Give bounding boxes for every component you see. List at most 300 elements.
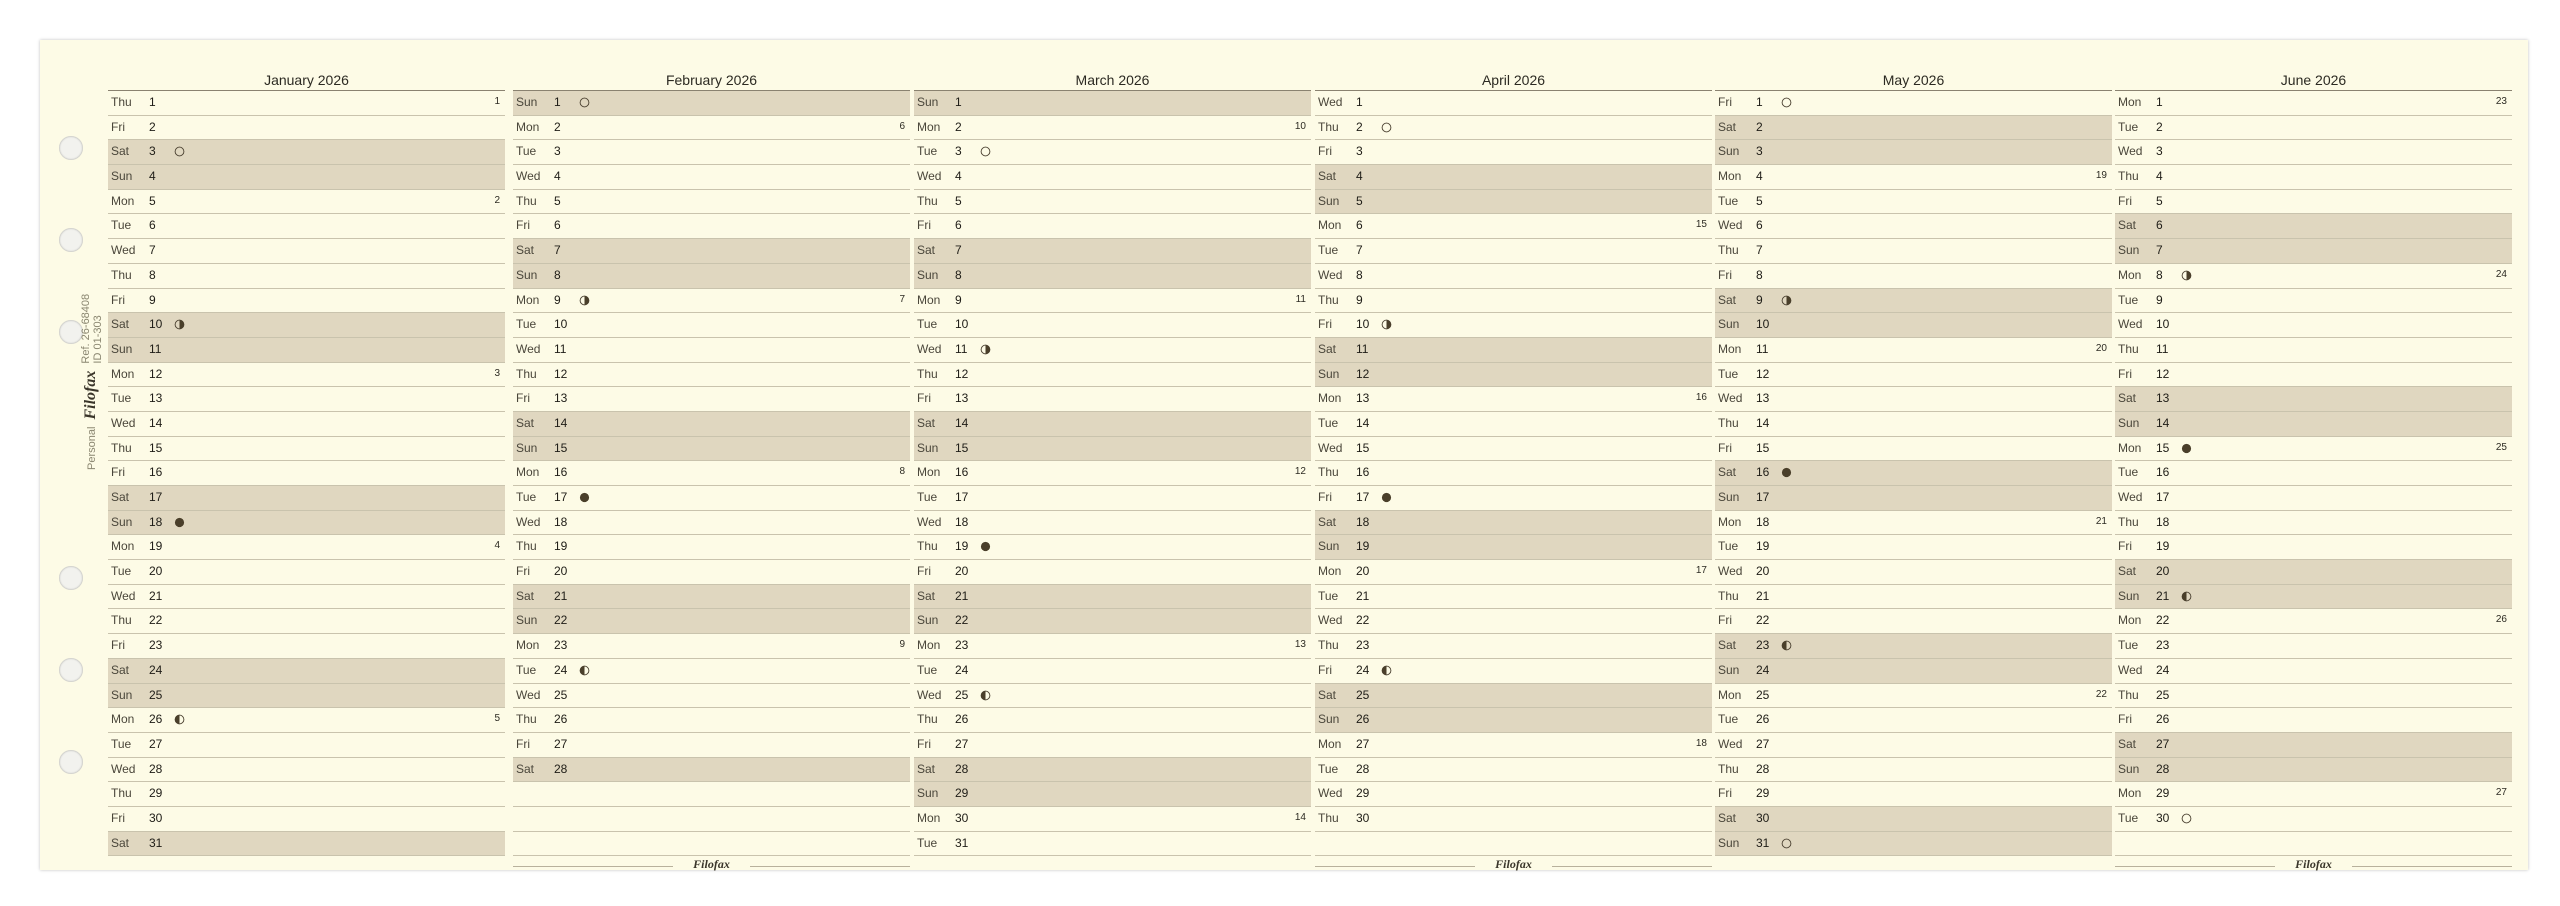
day-row[interactable] — [513, 387, 910, 412]
day-row[interactable] — [2115, 684, 2512, 709]
day-row[interactable] — [1715, 733, 2112, 758]
day-row[interactable] — [914, 486, 1311, 511]
day-row[interactable] — [2115, 585, 2512, 610]
punch-hole — [59, 750, 83, 774]
day-row[interactable] — [513, 412, 910, 437]
day-row[interactable] — [2115, 239, 2512, 264]
day-row[interactable] — [914, 412, 1311, 437]
day-row[interactable] — [914, 535, 1311, 560]
day-row[interactable] — [1315, 165, 1712, 190]
day-row[interactable] — [1315, 782, 1712, 807]
day-number: 14 — [149, 415, 163, 430]
day-number: 18 — [2156, 514, 2170, 529]
day-row[interactable] — [1315, 363, 1712, 388]
day-number: 8 — [1356, 267, 1363, 282]
day-row[interactable] — [914, 387, 1311, 412]
day-row[interactable] — [108, 535, 505, 560]
month-column — [2115, 70, 2512, 872]
day-row[interactable] — [108, 91, 505, 116]
day-row[interactable] — [914, 264, 1311, 289]
day-row[interactable] — [108, 165, 505, 190]
weekday-label: Thu — [111, 440, 132, 455]
weekday-label: Mon — [2118, 267, 2142, 282]
day-row[interactable] — [1715, 684, 2112, 709]
day-number: 1 — [554, 95, 561, 109]
day-row[interactable] — [108, 684, 505, 709]
day-row[interactable] — [513, 758, 910, 783]
day-row[interactable] — [2115, 733, 2512, 758]
day-row[interactable] — [1315, 609, 1712, 634]
day-row[interactable] — [1315, 659, 1712, 684]
day-row[interactable] — [1715, 412, 2112, 437]
day-row[interactable] — [1315, 733, 1712, 758]
day-row[interactable] — [914, 585, 1311, 610]
day-row[interactable] — [108, 363, 505, 388]
weekday-label: Fri — [1318, 490, 1332, 504]
day-row[interactable] — [513, 437, 910, 462]
day-row[interactable] — [108, 560, 505, 585]
day-row[interactable] — [108, 511, 505, 536]
day-row[interactable] — [513, 708, 910, 733]
day-row[interactable] — [108, 486, 505, 511]
day-row[interactable] — [108, 585, 505, 610]
day-row[interactable] — [1315, 412, 1712, 437]
week-number: 11 — [1295, 293, 1306, 305]
day-row[interactable] — [108, 634, 505, 659]
weekday-label: Fri — [1718, 786, 1732, 801]
day-row[interactable] — [1715, 190, 2112, 215]
full-moon-icon — [1781, 838, 1792, 849]
day-row[interactable] — [914, 461, 1311, 486]
day-row[interactable] — [1715, 807, 2112, 832]
day-row[interactable] — [2115, 634, 2512, 659]
day-number: 7 — [1756, 243, 1763, 258]
day-row[interactable] — [2115, 758, 2512, 783]
day-row[interactable] — [2115, 116, 2512, 141]
day-row[interactable] — [1715, 560, 2112, 585]
day-row[interactable] — [513, 535, 910, 560]
weekday-label: Sat — [1718, 810, 1737, 825]
day-row[interactable] — [914, 190, 1311, 215]
day-row[interactable] — [513, 190, 910, 215]
day-row[interactable] — [1315, 190, 1712, 215]
weekday-label: Mon — [1318, 218, 1342, 233]
day-row[interactable] — [914, 634, 1311, 659]
punch-hole — [59, 228, 83, 252]
day-number: 5 — [955, 193, 962, 208]
day-number: 16 — [1756, 465, 1770, 480]
day-number: 11 — [2156, 341, 2169, 356]
day-row[interactable] — [914, 708, 1311, 733]
weekday-label: Sat — [1318, 341, 1337, 356]
day-row[interactable] — [513, 140, 910, 165]
day-number: 7 — [955, 243, 962, 258]
day-row[interactable] — [513, 486, 910, 511]
day-row[interactable] — [2115, 437, 2512, 462]
day-row[interactable] — [1715, 116, 2112, 141]
day-row[interactable] — [1715, 609, 2112, 634]
day-row[interactable] — [1315, 807, 1712, 832]
day-row[interactable] — [1715, 708, 2112, 733]
week-number: 17 — [1695, 565, 1707, 577]
day-number: 17 — [149, 490, 163, 504]
day-row[interactable] — [914, 609, 1311, 634]
day-row[interactable] — [108, 214, 505, 239]
day-row[interactable] — [914, 758, 1311, 783]
day-number: 24 — [955, 662, 969, 677]
day-row[interactable] — [1715, 634, 2112, 659]
weekday-label: Tue — [516, 144, 537, 159]
day-row[interactable] — [1715, 782, 2112, 807]
day-row[interactable] — [1315, 535, 1712, 560]
day-row[interactable] — [1315, 708, 1712, 733]
day-number: 13 — [1356, 391, 1370, 406]
day-row[interactable] — [914, 140, 1311, 165]
day-row[interactable] — [108, 338, 505, 363]
day-row[interactable] — [914, 313, 1311, 338]
day-row[interactable] — [513, 116, 910, 141]
day-row[interactable] — [914, 659, 1311, 684]
day-row[interactable] — [513, 684, 910, 709]
day-number: 23 — [149, 638, 163, 653]
day-row[interactable] — [108, 264, 505, 289]
day-number: 20 — [1356, 564, 1370, 579]
weekday-label: Fri — [1318, 144, 1332, 159]
day-number: 23 — [2156, 638, 2170, 653]
week-number: 25 — [2495, 441, 2507, 453]
weekday-label: Sun — [516, 613, 538, 628]
weekday-label: Wed — [516, 341, 541, 356]
day-row[interactable] — [2115, 659, 2512, 684]
weekday-label: Wed — [2118, 144, 2143, 159]
weekday-label: Wed — [516, 687, 541, 702]
weekday-label: Sun — [516, 440, 538, 455]
day-number: 15 — [2156, 440, 2170, 455]
weekday-label: Tue — [111, 218, 132, 233]
day-row[interactable] — [2115, 264, 2512, 289]
day-row[interactable] — [1715, 313, 2112, 338]
day-row[interactable] — [2115, 214, 2512, 239]
weekday-label: Fri — [2118, 539, 2132, 554]
day-row[interactable] — [1315, 560, 1712, 585]
day-row[interactable] — [1715, 461, 2112, 486]
day-number: 14 — [554, 415, 568, 430]
day-row[interactable] — [914, 782, 1311, 807]
day-row[interactable] — [513, 634, 910, 659]
day-number: 26 — [1356, 712, 1370, 727]
day-row[interactable] — [2115, 609, 2512, 634]
day-row[interactable] — [513, 659, 910, 684]
day-row[interactable] — [1715, 832, 2112, 857]
day-row[interactable] — [1315, 338, 1712, 363]
day-row[interactable] — [108, 190, 505, 215]
full-moon-icon — [174, 146, 185, 157]
weekday-label: Tue — [1318, 243, 1339, 258]
week-number: 15 — [1695, 219, 1707, 231]
day-row[interactable] — [914, 116, 1311, 141]
day-number: 28 — [1756, 761, 1770, 776]
day-number: 20 — [1756, 564, 1770, 579]
day-row[interactable] — [513, 264, 910, 289]
blank-row — [2115, 832, 2512, 857]
day-list — [1715, 90, 2112, 856]
day-number: 21 — [2156, 588, 2170, 603]
day-row[interactable] — [108, 387, 505, 412]
day-row[interactable] — [1315, 486, 1712, 511]
day-row[interactable] — [1315, 116, 1712, 141]
day-row[interactable] — [513, 560, 910, 585]
weekday-label: Wed — [1318, 786, 1343, 801]
day-row[interactable] — [1315, 239, 1712, 264]
day-row[interactable] — [1315, 585, 1712, 610]
day-row[interactable] — [914, 239, 1311, 264]
day-row[interactable] — [1315, 264, 1712, 289]
weekday-label: Mon — [1718, 514, 1742, 529]
day-row[interactable] — [1315, 758, 1712, 783]
day-row[interactable] — [108, 313, 505, 338]
day-row[interactable] — [2115, 486, 2512, 511]
day-row[interactable] — [2115, 140, 2512, 165]
new-moon-icon — [1381, 492, 1392, 503]
day-row[interactable] — [914, 165, 1311, 190]
weekday-label: Tue — [516, 317, 537, 332]
day-row[interactable] — [2115, 190, 2512, 215]
day-number: 16 — [149, 465, 163, 480]
punch-hole — [59, 658, 83, 682]
day-row[interactable] — [2115, 289, 2512, 314]
weekday-label: Sun — [1718, 662, 1740, 677]
day-row[interactable] — [108, 807, 505, 832]
day-row[interactable] — [2115, 313, 2512, 338]
day-row[interactable] — [914, 807, 1311, 832]
weekday-label: Sat — [1318, 687, 1337, 702]
day-row[interactable] — [108, 289, 505, 314]
weekday-label: Sat — [111, 317, 130, 332]
day-row[interactable] — [1715, 338, 2112, 363]
day-row[interactable] — [513, 91, 910, 116]
new-moon-icon — [2181, 443, 2192, 454]
day-number: 19 — [554, 539, 568, 554]
day-row[interactable] — [914, 437, 1311, 462]
day-row[interactable] — [513, 461, 910, 486]
day-number: 16 — [1356, 465, 1370, 480]
day-row[interactable] — [108, 832, 505, 857]
day-row[interactable] — [1715, 165, 2112, 190]
weekday-label: Fri — [1318, 317, 1332, 332]
day-row[interactable] — [914, 684, 1311, 709]
new-moon-icon — [980, 541, 991, 552]
day-row[interactable] — [1715, 387, 2112, 412]
new-moon-icon — [1781, 467, 1792, 478]
day-row[interactable] — [513, 585, 910, 610]
weekday-label: Fri — [1718, 267, 1732, 282]
day-row[interactable] — [914, 733, 1311, 758]
day-row[interactable] — [914, 363, 1311, 388]
day-row[interactable] — [1715, 659, 2112, 684]
day-row[interactable] — [1715, 758, 2112, 783]
weekday-label: Sun — [516, 95, 538, 109]
week-number: 3 — [494, 367, 500, 379]
day-row[interactable] — [513, 511, 910, 536]
weekday-label: Sun — [917, 267, 939, 282]
week-number: 24 — [2495, 268, 2507, 280]
day-number: 24 — [2156, 662, 2170, 677]
day-row[interactable] — [513, 363, 910, 388]
day-row[interactable] — [1315, 140, 1712, 165]
week-number: 18 — [1695, 737, 1707, 749]
day-row[interactable] — [1315, 634, 1712, 659]
weekday-label: Thu — [2118, 514, 2139, 529]
day-row[interactable] — [513, 165, 910, 190]
weekday-label: Mon — [2118, 440, 2142, 455]
day-number: 9 — [554, 292, 561, 307]
week-number: 20 — [2095, 342, 2107, 354]
month-title: May 2026 — [1882, 72, 1945, 88]
day-row[interactable] — [108, 609, 505, 634]
weekday-label: Sat — [111, 835, 130, 850]
day-row[interactable] — [914, 560, 1311, 585]
day-row[interactable] — [108, 733, 505, 758]
day-row[interactable] — [2115, 363, 2512, 388]
day-row[interactable] — [2115, 412, 2512, 437]
first-moon-icon — [980, 690, 991, 701]
weekday-label: Sat — [516, 761, 535, 776]
weekday-label: Fri — [111, 119, 125, 134]
day-row[interactable] — [513, 239, 910, 264]
weekday-label: Wed — [1718, 391, 1743, 406]
day-row[interactable] — [1315, 214, 1712, 239]
weekday-label: Tue — [2118, 119, 2139, 134]
weekday-label: Tue — [917, 835, 938, 850]
weekday-label: Mon — [2118, 613, 2142, 628]
day-row[interactable] — [108, 437, 505, 462]
day-row[interactable] — [513, 609, 910, 634]
day-number: 17 — [554, 490, 568, 504]
day-row[interactable] — [513, 289, 910, 314]
day-row[interactable] — [914, 832, 1311, 857]
weekday-label: Thu — [1718, 243, 1739, 258]
weekday-label: Sat — [516, 243, 535, 258]
day-row[interactable] — [914, 91, 1311, 116]
day-row[interactable] — [1315, 437, 1712, 462]
day-number: 5 — [2156, 193, 2163, 208]
day-number: 22 — [1356, 613, 1370, 628]
weekday-label: Thu — [1318, 638, 1339, 653]
day-row[interactable] — [1315, 387, 1712, 412]
day-number: 10 — [149, 317, 163, 332]
day-row[interactable] — [914, 338, 1311, 363]
day-row[interactable] — [108, 412, 505, 437]
weekday-label: Mon — [111, 539, 135, 554]
day-row[interactable] — [2115, 708, 2512, 733]
day-row[interactable] — [1715, 437, 2112, 462]
weekday-label: Mon — [917, 465, 941, 480]
day-number: 1 — [1356, 95, 1363, 109]
day-row[interactable] — [1715, 91, 2112, 116]
day-row[interactable] — [108, 461, 505, 486]
day-row[interactable] — [2115, 338, 2512, 363]
weekday-label: Mon — [917, 292, 941, 307]
day-row[interactable] — [2115, 511, 2512, 536]
weekday-label: Sun — [2118, 761, 2140, 776]
day-row[interactable] — [2115, 535, 2512, 560]
day-row[interactable] — [1715, 264, 2112, 289]
first-moon-icon — [2181, 591, 2192, 602]
day-number: 21 — [1756, 588, 1770, 603]
day-number: 1 — [149, 95, 156, 109]
day-row[interactable] — [2115, 91, 2512, 116]
day-row[interactable] — [2115, 461, 2512, 486]
day-row[interactable] — [513, 338, 910, 363]
day-row[interactable] — [1715, 140, 2112, 165]
day-row[interactable] — [1315, 289, 1712, 314]
day-row[interactable] — [1315, 461, 1712, 486]
day-number: 6 — [1356, 218, 1363, 233]
day-row[interactable] — [2115, 807, 2512, 832]
weekday-label: Wed — [111, 415, 136, 430]
weekday-label: Thu — [917, 712, 938, 727]
day-row[interactable] — [1315, 511, 1712, 536]
full-moon-icon — [1781, 97, 1792, 108]
day-number: 7 — [554, 243, 561, 258]
day-row[interactable] — [914, 511, 1311, 536]
day-row[interactable] — [108, 140, 505, 165]
day-row[interactable] — [513, 313, 910, 338]
day-row[interactable] — [2115, 560, 2512, 585]
month-column — [1715, 70, 2112, 856]
day-row[interactable] — [108, 708, 505, 733]
day-number: 17 — [955, 490, 969, 504]
day-row[interactable] — [513, 214, 910, 239]
day-row[interactable] — [2115, 782, 2512, 807]
day-row[interactable] — [1315, 91, 1712, 116]
day-number: 2 — [554, 119, 561, 134]
weekday-label: Tue — [1718, 193, 1739, 208]
day-row[interactable] — [1715, 511, 2112, 536]
day-row[interactable] — [108, 239, 505, 264]
day-number: 15 — [1756, 440, 1770, 455]
day-row[interactable] — [1315, 684, 1712, 709]
day-row[interactable] — [914, 289, 1311, 314]
week-number: 27 — [2495, 787, 2507, 799]
weekday-label: Wed — [917, 514, 942, 529]
day-row[interactable] — [1315, 313, 1712, 338]
weekday-label: Wed — [111, 761, 136, 776]
day-row[interactable] — [1715, 289, 2112, 314]
day-row[interactable] — [108, 782, 505, 807]
day-row[interactable] — [108, 659, 505, 684]
day-row[interactable] — [1715, 486, 2112, 511]
day-number: 2 — [1356, 119, 1363, 134]
day-row[interactable] — [108, 758, 505, 783]
day-row[interactable] — [1715, 535, 2112, 560]
day-row[interactable] — [1715, 585, 2112, 610]
day-row[interactable] — [914, 214, 1311, 239]
day-row[interactable] — [1715, 239, 2112, 264]
day-row[interactable] — [513, 733, 910, 758]
weekday-label: Wed — [111, 588, 136, 603]
day-list — [1315, 90, 1712, 856]
day-row[interactable] — [108, 116, 505, 141]
last-moon-icon — [1781, 295, 1792, 306]
day-row[interactable] — [1715, 214, 2112, 239]
day-row[interactable] — [1715, 363, 2112, 388]
day-number: 18 — [149, 514, 163, 529]
weekday-label: Tue — [2118, 292, 2139, 307]
day-row[interactable] — [2115, 387, 2512, 412]
weekday-label: Sat — [516, 415, 535, 430]
day-row[interactable] — [2115, 165, 2512, 190]
